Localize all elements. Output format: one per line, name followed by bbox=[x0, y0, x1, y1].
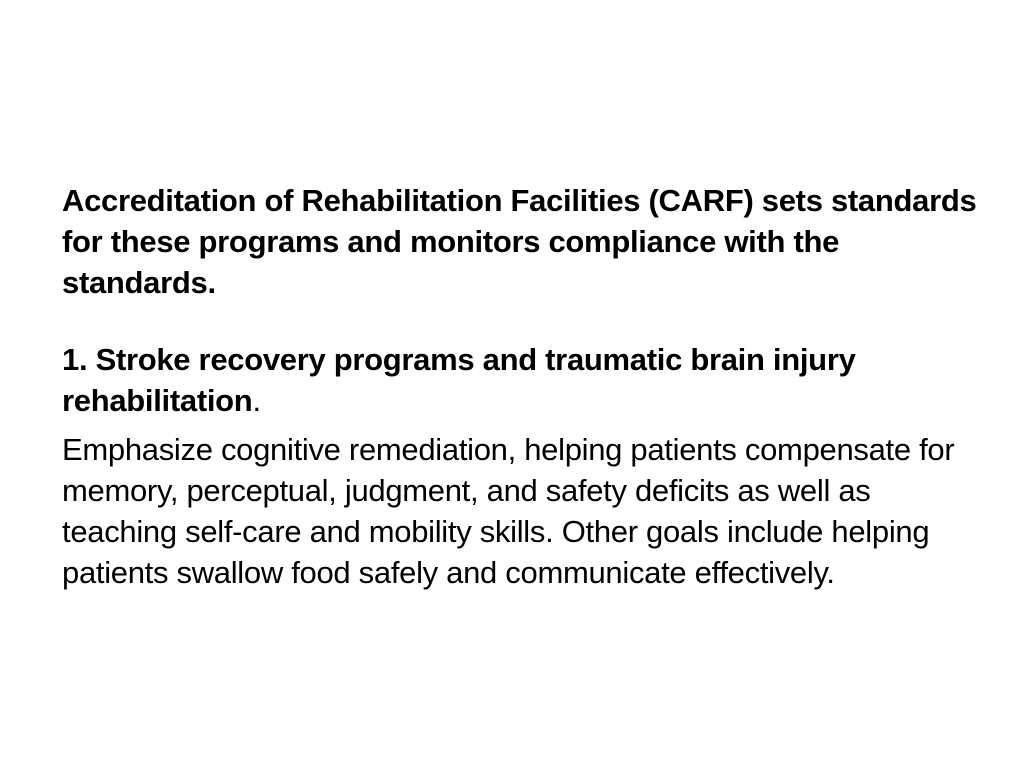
section-body: Emphasize cognitive remediation, helping patients compensate for memory, perceptual, judgment, and safety deficits as well as teaching self-care and mobility skills. Other goals include helping patients swallow food safely and communicate effectively. bbox=[62, 432, 955, 590]
section-heading-period: . bbox=[252, 383, 261, 418]
section-heading bbox=[62, 339, 982, 421]
section-heading-text: 1. Stroke recovery programs and traumatic brain injury rehabilitation bbox=[62, 342, 856, 418]
slide-content bbox=[62, 180, 982, 593]
intro-paragraph: Accreditation of Rehabilitation Facilities (CARF) sets standards for these programs and monitors compliance with the standards. bbox=[62, 183, 977, 300]
